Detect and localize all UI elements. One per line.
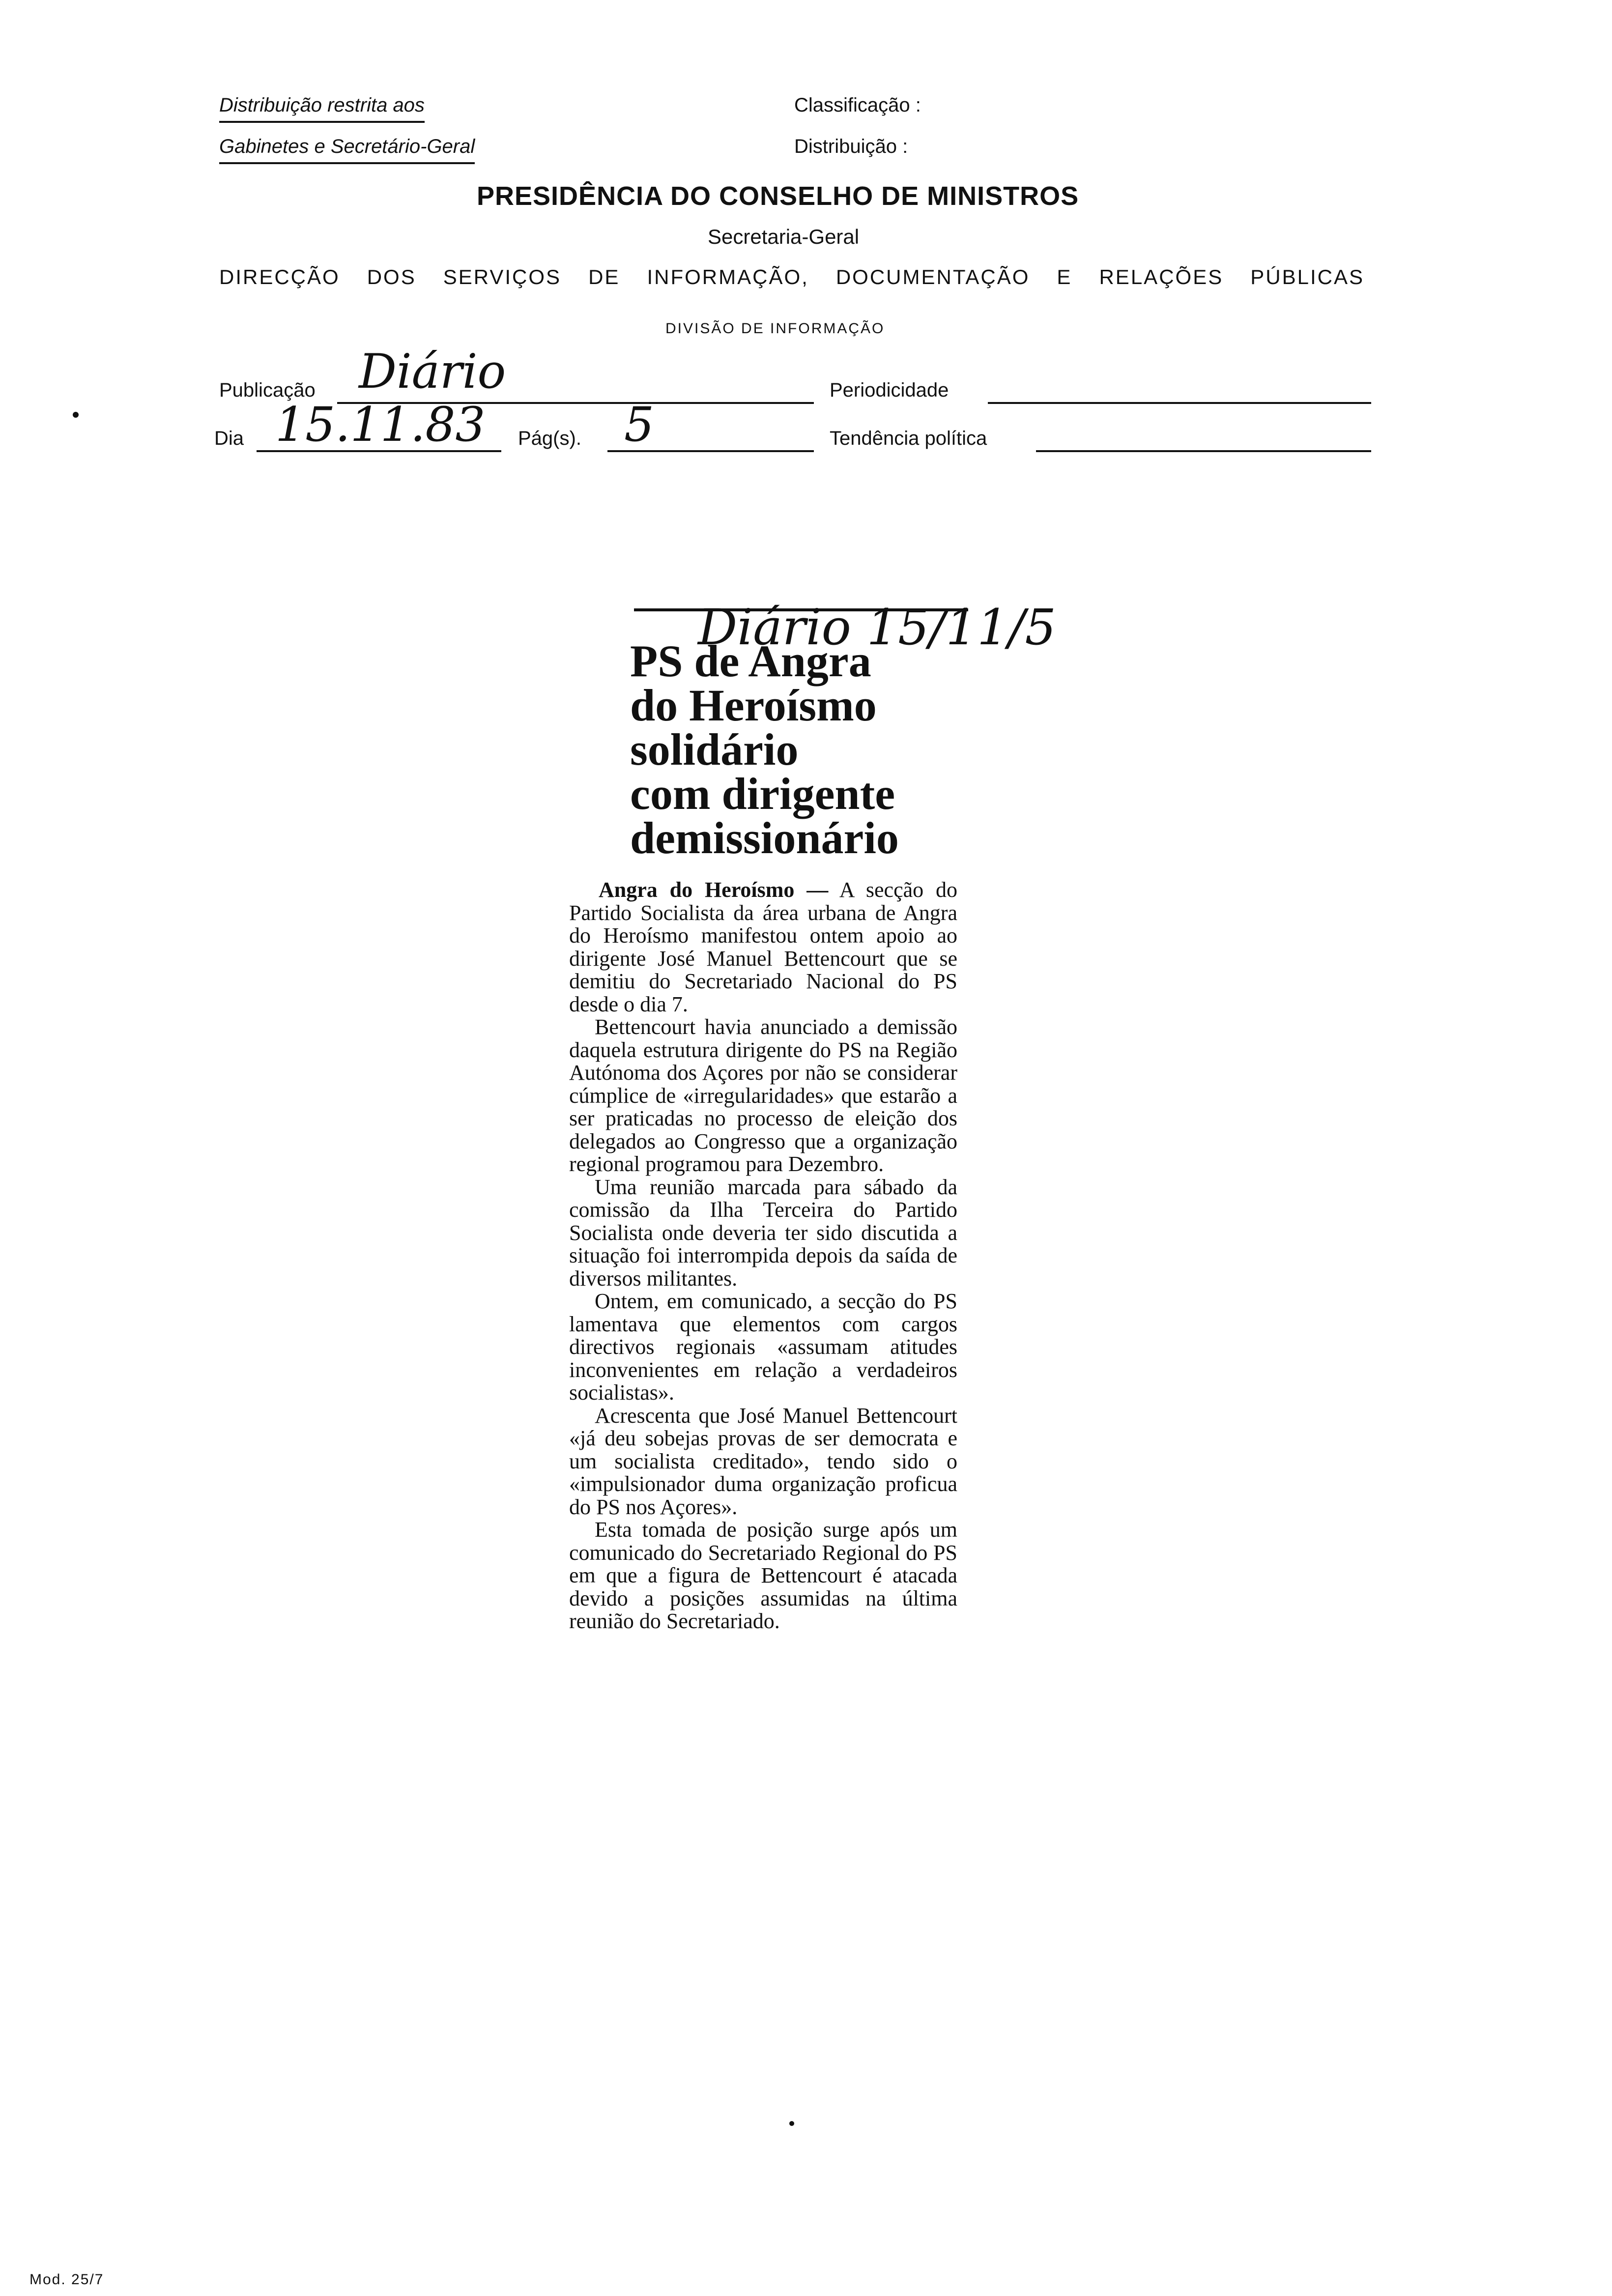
headline-line-5: demissionário bbox=[630, 813, 899, 863]
restricted-distribution-line2: Gabinetes e Secretário-Geral bbox=[219, 134, 475, 164]
direction-name: DIRECÇÃO DOS SERVIÇOS DE INFORMAÇÃO, DOCUMENTAÇÃO E RELAÇÕES PÚBLICAS bbox=[219, 265, 1364, 288]
day-label: Dia bbox=[214, 428, 244, 449]
headline-line-2: do Heroísmo bbox=[630, 680, 877, 730]
clipping-end-mark bbox=[789, 2121, 794, 2126]
periodicity-field-line bbox=[988, 402, 1371, 404]
form-code: Mod. 25/7 bbox=[29, 2271, 104, 2288]
clipping-headline bbox=[630, 636, 984, 863]
headline-line-4: com dirigente bbox=[630, 769, 895, 819]
headline-line-3: solidário bbox=[630, 724, 799, 775]
article-lead: Angra do Heroísmo — bbox=[599, 878, 829, 902]
periodicity-label: Periodicidade bbox=[830, 379, 949, 401]
pages-label: Pág(s). bbox=[518, 428, 581, 449]
article-paragraph-5: Acrescenta que José Manuel Bettencourt «já deu sobejas provas de ser democrata e um socialista creditado», tendo sido o «impulsionador duma organização proficua do PS nos Açores». bbox=[569, 1403, 957, 1519]
clipping-handwritten-note: Diário 15/11/5 bbox=[698, 599, 1057, 656]
margin-mark bbox=[73, 412, 79, 418]
political-tendency-label: Tendência política bbox=[830, 428, 987, 449]
publication-label: Publicação bbox=[219, 379, 316, 401]
institution-subtitle: Secretaria-Geral bbox=[708, 225, 860, 248]
classification-label: Classificação : bbox=[794, 94, 921, 116]
restricted-distribution-line1: Distribuição restrita aos bbox=[219, 92, 425, 123]
institution-title: PRESIDÊNCIA DO CONSELHO DE MINISTROS bbox=[477, 181, 1079, 211]
article-paragraph-6: Esta tomada de posição surge após um comunicado do Secretariado Regional do PS em que a figura de Bettencourt é atacada devido a posições assumidas na última reunião do Secretariado. bbox=[569, 1518, 957, 1633]
article-paragraph-2: Bettencourt havia anunciado a demissão daquela estrutura dirigente do PS na Região Autónoma dos Açores por não se considerar cúmplice de «irregularidades» que estarão a ser praticadas no processo de eleição dos delegados ao Congresso que a organização regional programou para Dezembro. bbox=[569, 1015, 957, 1176]
day-handwritten-value: 15.11.83 bbox=[275, 397, 486, 452]
article-paragraph-1: Angra do Heroísmo — A secção do Partido Socialista da área urbana de Angra do Heroísmo manifestou ontem apoio ao dirigente José Manuel Bettencourt que se demitiu do Secretariado Nacional do PS desde o dia 7. bbox=[569, 878, 957, 1016]
article-paragraph-4: Ontem, em comunicado, a secção do PS lamentava que elementos com cargos directivos regionais «assumam atitudes inconvenientes em relação a verdadeiros socialistas». bbox=[569, 1289, 957, 1405]
political-tendency-field-line bbox=[1036, 450, 1371, 452]
headline-line-1: PS de Angra bbox=[630, 636, 871, 686]
distribution-label: Distribuição : bbox=[794, 136, 908, 157]
division-name: DIVISÃO DE INFORMAÇÃO bbox=[665, 320, 885, 337]
clipping-article-body bbox=[569, 879, 957, 1633]
article-paragraph-3: Uma reunião marcada para sábado da comissão da Ilha Terceira do Partido Socialista onde deveria ter sido discutida a situação foi interrompida depois da saída de diversos militantes. bbox=[569, 1175, 957, 1291]
pages-handwritten-value: 5 bbox=[624, 397, 655, 452]
publication-handwritten-value: Diário bbox=[359, 344, 506, 399]
